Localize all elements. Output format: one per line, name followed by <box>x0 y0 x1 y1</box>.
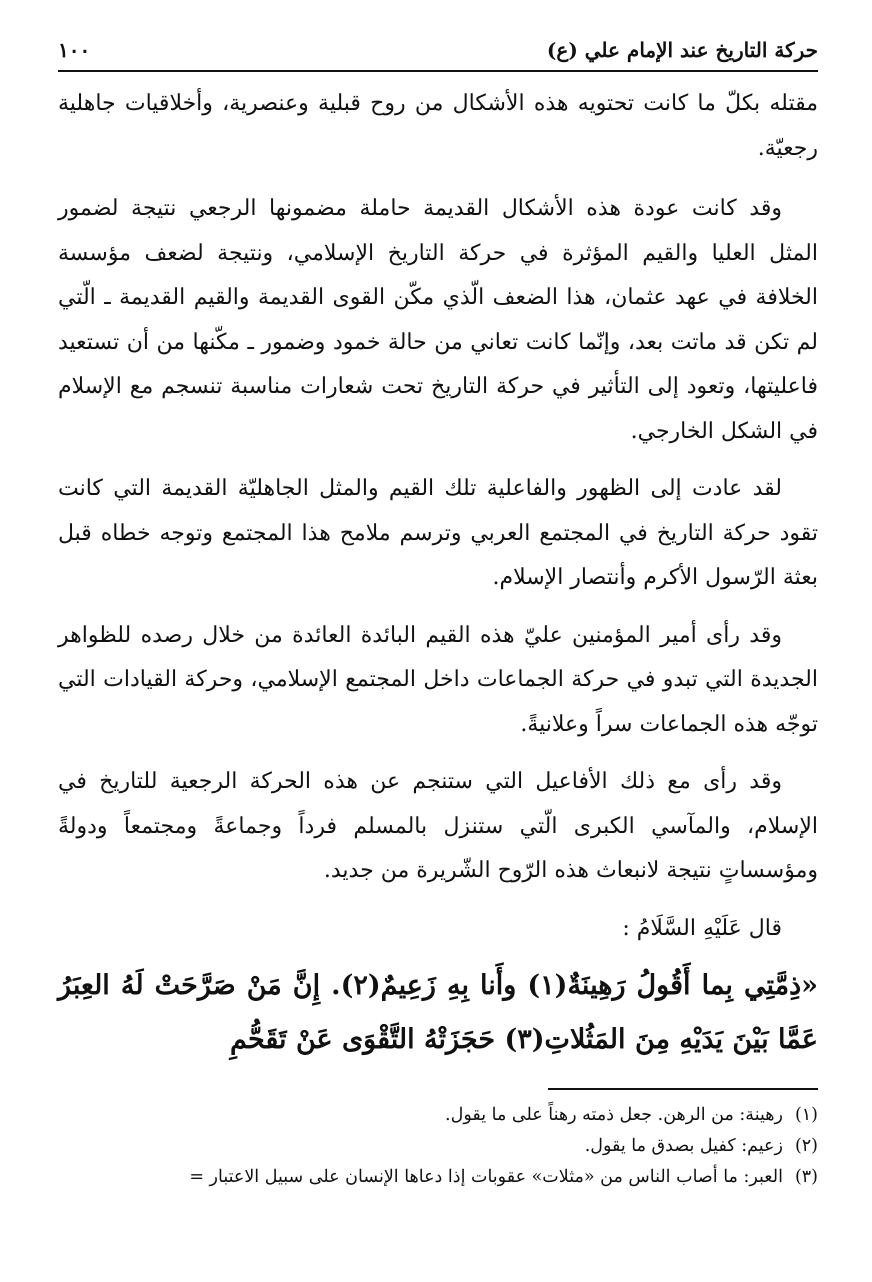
footnote-divider <box>548 1088 818 1090</box>
running-header <box>58 28 818 72</box>
footnote-number: (١) <box>794 1105 818 1125</box>
book-page <box>58 28 818 1258</box>
paragraph: وقد كانت عودة هذه الأشكال القديمة حاملة مضمونها الرجعي نتيجة لضمور المثل العليا والقيم المؤثرة في حركة التاريخ الإسلامي، ونتيجة لضعف مؤسسة الخلافة في عهد عثمان، هذا الضعف الّذي مكّن القوى القديمة والقيم القديمة ـ الّتي لم تكن قد ماتت بعد، وإنّما كانت تعاني من حالة خمود وضمور ـ مكّنها من أن تستعيد فاعليتها، وتعود إلى التأثير في حركة التاريخ تحت شعارات مناسبة تنسجم مع الإسلام في الشكل الخارجي. <box>58 196 818 444</box>
paragraph: وقد رأى مع ذلك الأفاعيل التي ستنجم عن هذه الحركة الرجعية للتاريخ في الإسلام، والمآسي الكبرى الّتي ستنزل بالمسلم فرداً وجماعةً ومجتمعاً ودولةً ومؤسساتٍ نتيجة لانبعاث هذه الرّوح الشّريرة من جديد. <box>58 769 818 883</box>
footnote <box>58 1100 818 1131</box>
paragraph: وقد رأى أمير المؤمنين عليّ هذه القيم البائدة العائدة من خلال رصده للظواهر الجديدة التي تبدو في حركة الجماعات داخل المجتمع الإسلامي، وحركة القيادات التي توجّه هذه الجماعات سراً وعلانيةً. <box>58 622 818 737</box>
footnote <box>58 1162 818 1193</box>
footnote-number: (٣) <box>794 1167 818 1187</box>
footnote-text: رهينة: من الرهن. جعل ذمته رهناً على ما يقول. <box>445 1105 783 1125</box>
quote-intro: قال عَلَيْهِ السَّلَامُ : <box>622 915 782 941</box>
footnotes <box>58 1100 818 1193</box>
quoted-saying: «ذِمَّتِي بِما أَقُولُ رَهِينَةٌ(١) وأَنا بِهِ زَعِيمٌ(٢). إِنَّ مَنْ صَرَّحَتْ لَهُ العِبَرُ عَمَّا بَيْنَ يَدَيْهِ مِنَ المَثُلاتِ(٣) حَجَزَتْهُ التَّقْوَى عَنْ تَقَحُّمِ <box>58 969 819 1055</box>
page-number: ١٠٠ <box>58 38 91 62</box>
paragraph: مقتله بكلّ ما كانت تحتويه هذه الأشكال من روح قبلية وعنصرية، وأخلاقيات جاهلية رجعيّة. <box>58 91 818 161</box>
paragraph: لقد عادت إلى الظهور والفاعلية تلك القيم والمثل الجاهليّة القديمة التي كانت تقود حركة التاريخ في المجتمع العربي وترسم ملامح هذا المجتمع وتوجه خطاه قبل بعثة الرّسول الأكرم وأنتصار الإسلام. <box>58 476 818 590</box>
footnote <box>58 1131 818 1162</box>
main-text <box>58 82 818 1067</box>
footnote-number: (٢) <box>794 1136 818 1156</box>
footnote-text: العبر: ما أصاب الناس من «مثلات» عقوبات إذا دعاها الإنسان على سبيل الاعتبار = <box>189 1167 783 1187</box>
footnote-text: زعيم: كفيل بصدق ما يقول. <box>584 1136 783 1156</box>
running-title: حركة التاريخ عند الإمام علي (ع) <box>546 38 818 62</box>
header-divider <box>58 70 818 72</box>
